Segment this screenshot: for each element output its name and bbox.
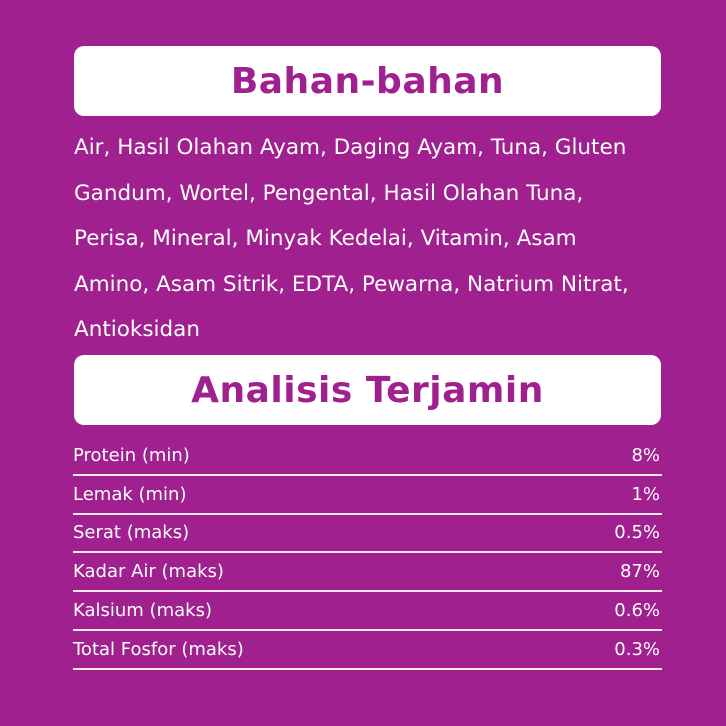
ingredients-line: Gandum, Wortel, Pengental, Hasil Olahan Tuna,: [74, 180, 584, 206]
analysis-label: Total Fosfor (maks): [73, 638, 244, 660]
ingredients-line: Air, Hasil Olahan Ayam, Daging Ayam, Tuna, Gluten: [74, 135, 627, 160]
analysis-label: Kalsium (maks): [73, 600, 212, 622]
analysis-value: 0.5%: [614, 522, 660, 544]
analysis-row-protein: [73, 437, 662, 476]
analysis-row-fat: [73, 476, 662, 515]
analysis-row-fiber: [73, 515, 662, 554]
analysis-value: 87%: [619, 561, 660, 583]
analysis-row-calcium: [73, 592, 662, 631]
ingredients-list: [74, 125, 674, 353]
analysis-row-moisture: [73, 553, 662, 592]
analysis-label: Serat (maks): [73, 522, 190, 544]
analysis-value: 1%: [631, 483, 660, 505]
analysis-value: 0.3%: [614, 638, 660, 660]
analysis-value: 0.6%: [614, 600, 660, 622]
analysis-label: Lemak (min): [73, 483, 187, 505]
analysis-header-box: [74, 355, 661, 425]
analysis-label: Protein (min): [73, 444, 190, 466]
ingredients-title: Bahan-bahan: [230, 60, 505, 102]
ingredients-line: Perisa, Mineral, Minyak Kedelai, Vitamin, Asam: [74, 226, 577, 251]
ingredients-line: Amino, Asam Sitrik, EDTA, Pewarna, Natrium Nitrat,: [74, 271, 629, 297]
analysis-row-phosphorus: [73, 631, 662, 670]
ingredients-header-box: [74, 46, 661, 116]
analysis-label: Kadar Air (maks): [73, 561, 224, 583]
analysis-table: [73, 437, 662, 670]
ingredients-line: Antioksidan: [74, 317, 200, 342]
analysis-title: Analisis Terjamin: [191, 369, 544, 411]
analysis-value: 8%: [631, 444, 660, 466]
